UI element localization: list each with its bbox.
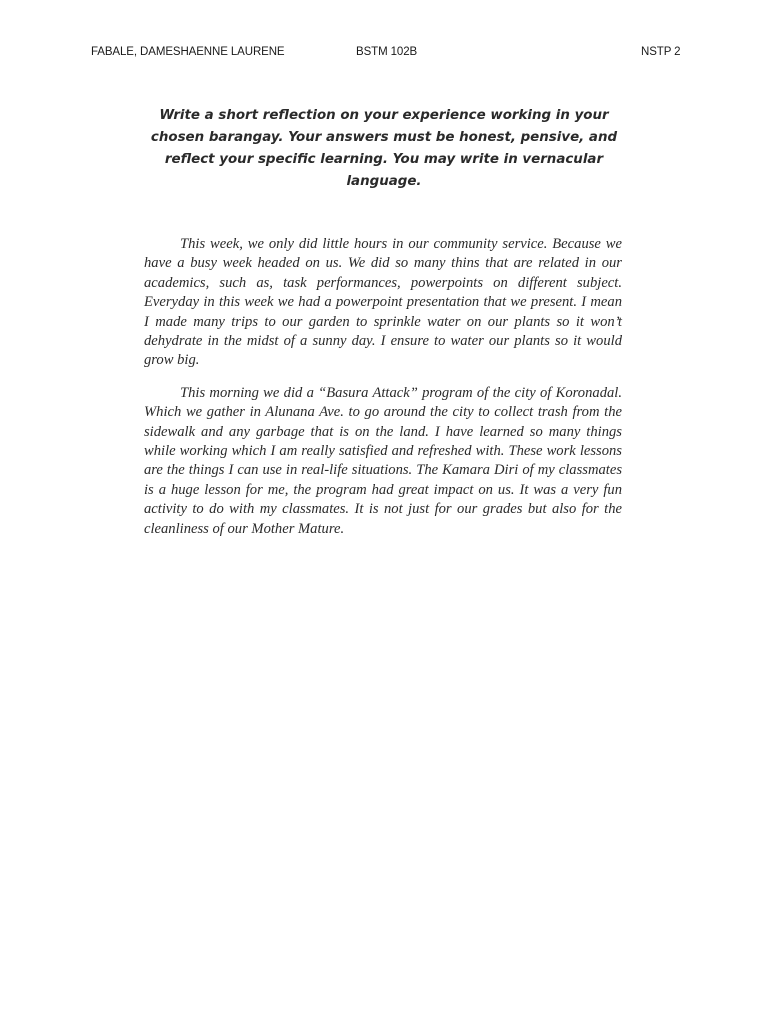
page-header (0, 46, 768, 62)
course-section: BSTM 102B (356, 46, 418, 58)
reflection-paragraph-2: This morning we did a “Basura Attack” program of the city of Koronadal. Which we gather in Alunana Ave. to go around the city to collect trash from the sidewalk and any garbage that is on the land. I have learned so many things while working which I am really satisfied and refreshed with. These work lessons are the things I can use in real-life situations. The Kamara Diri of my classmates is a huge lesson for me, the program had great impact on us. It was a very fun activity to do with my classmates. It is not just for our grades but also for the cleanliness of our Mother Mature. (144, 384, 622, 537)
assignment-prompt: Write a short reflection on your experience working in your chosen barangay. Your answers must be honest, pensive, and reflect your specific learning. You may write in vernacular language. (150, 108, 618, 189)
subject-code: NSTP 2 (641, 46, 681, 58)
reflection-body (144, 235, 622, 552)
reflection-paragraph-1: This week, we only did little hours in our community service. Because we have a busy week headed on us. We did so many thins that are related in our academics, such as, task performances, powerpoints on different subject. Everyday in this week we had a powerpoint presentation that we present. I mean I made many trips to our garden to sprinkle water on our plants so it won’t dehydrate in the midst of a sunny day. I ensure to water our plants so it would grow big. (144, 236, 622, 369)
student-name: FABALE, DAMESHAENNE LAURENE (91, 46, 285, 58)
